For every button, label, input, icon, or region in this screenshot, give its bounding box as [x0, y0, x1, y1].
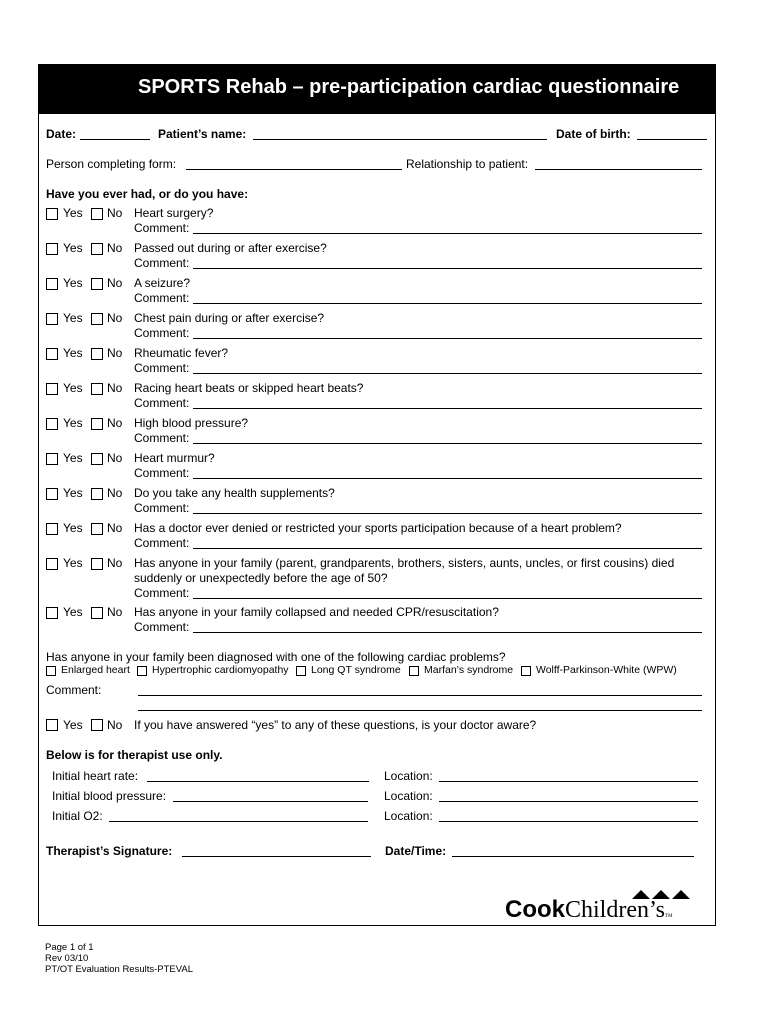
q12-no-checkbox[interactable]: [91, 607, 103, 619]
signature-field[interactable]: [182, 856, 371, 857]
patient-name-field[interactable]: [253, 139, 547, 140]
q7-yes-checkbox[interactable]: [46, 418, 58, 430]
footer-rev: Rev 03/10: [45, 953, 89, 964]
q3-comment-field[interactable]: [193, 303, 702, 304]
q9-yes-checkbox[interactable]: [46, 488, 58, 500]
datetime-field[interactable]: [452, 856, 694, 857]
blood-pressure-location-label: Location:: [384, 789, 433, 803]
q2-comment-label: Comment:: [134, 256, 190, 270]
q12-yes-checkbox[interactable]: [46, 607, 58, 619]
o2-label: Initial O2:: [52, 809, 103, 823]
q12-comment-label: Comment:: [134, 620, 190, 634]
family-option-2-checkbox[interactable]: [137, 666, 147, 676]
family-option-2-label: Hypertrophic cardiomyopathy: [152, 664, 289, 676]
blood-pressure-label: Initial blood pressure:: [52, 789, 167, 803]
q10-no-label: No: [107, 521, 123, 535]
q12-question-text: Has anyone in your family collapsed and needed CPR/resuscitation?: [134, 605, 499, 619]
heart-rate-field[interactable]: [147, 781, 369, 782]
family-comment-label: Comment:: [46, 683, 102, 697]
q11-question-text: Has anyone in your family (parent, grandparents, brothers, sisters, aunts, uncles, or first cousins) died: [134, 556, 675, 570]
q6-no-label: No: [107, 381, 123, 395]
q4-no-label: No: [107, 311, 123, 325]
q10-comment-field[interactable]: [193, 548, 702, 549]
q1-yes-checkbox[interactable]: [46, 208, 58, 220]
family-option-5-label: Wolff-Parkinson-White (WPW): [536, 664, 677, 676]
q5-question-text: Rheumatic fever?: [134, 346, 229, 360]
q4-comment-label: Comment:: [134, 326, 190, 340]
relationship-label: Relationship to patient:: [406, 157, 529, 171]
q7-no-checkbox[interactable]: [91, 418, 103, 430]
q1-question-text: Heart surgery?: [134, 206, 214, 220]
q12-comment-field[interactable]: [193, 632, 702, 633]
q6-comment-label: Comment:: [134, 396, 190, 410]
logo-part-childrens: Children’s: [565, 897, 665, 923]
datetime-label: Date/Time:: [385, 844, 447, 858]
q6-yes-checkbox[interactable]: [46, 383, 58, 395]
section-heading: Have you ever had, or do you have:: [46, 187, 249, 201]
q9-no-checkbox[interactable]: [91, 488, 103, 500]
q3-yes-checkbox[interactable]: [46, 278, 58, 290]
q1-comment-field[interactable]: [193, 233, 702, 234]
doctor-aware-no-label: No: [107, 718, 123, 732]
q9-comment-field[interactable]: [193, 513, 702, 514]
q7-comment-field[interactable]: [193, 443, 702, 444]
footer-code: PT/OT Evaluation Results-PTEVAL: [45, 964, 194, 975]
blood-pressure-location-field[interactable]: [439, 801, 698, 802]
q1-no-checkbox[interactable]: [91, 208, 103, 220]
patient-name-label: Patient’s name:: [158, 127, 247, 141]
q3-no-checkbox[interactable]: [91, 278, 103, 290]
q11-comment-label: Comment:: [134, 586, 190, 600]
o2-location-label: Location:: [384, 809, 433, 823]
family-option-4-checkbox[interactable]: [409, 666, 419, 676]
q4-no-checkbox[interactable]: [91, 313, 103, 325]
q4-yes-label: Yes: [63, 311, 83, 325]
q2-no-label: No: [107, 241, 123, 255]
q10-comment-label: Comment:: [134, 536, 190, 550]
title-bar: [38, 64, 716, 114]
q6-question-text: Racing heart beats or skipped heart beats?: [134, 381, 364, 395]
q2-question-text: Passed out during or after exercise?: [134, 241, 327, 255]
relationship-field[interactable]: [535, 169, 702, 170]
q3-question-text: A seizure?: [134, 276, 191, 290]
person-completing-label: Person completing form:: [46, 157, 177, 171]
q10-yes-label: Yes: [63, 521, 83, 535]
doctor-aware-yes-label: Yes: [63, 718, 83, 732]
family-comment-field-1[interactable]: [138, 695, 702, 696]
q5-comment-label: Comment:: [134, 361, 190, 375]
q6-comment-field[interactable]: [193, 408, 702, 409]
q8-comment-field[interactable]: [193, 478, 702, 479]
q8-yes-checkbox[interactable]: [46, 453, 58, 465]
q5-yes-checkbox[interactable]: [46, 348, 58, 360]
therapist-heading: Below is for therapist use only.: [46, 748, 223, 762]
family-option-1-label: Enlarged heart: [61, 664, 130, 676]
q5-comment-field[interactable]: [193, 373, 702, 374]
dob-label: Date of birth:: [556, 127, 631, 141]
q5-no-label: No: [107, 346, 123, 360]
heart-rate-location-label: Location:: [384, 769, 433, 783]
dob-field[interactable]: [637, 139, 707, 140]
q6-yes-label: Yes: [63, 381, 83, 395]
person-completing-field[interactable]: [186, 169, 402, 170]
q10-no-checkbox[interactable]: [91, 523, 103, 535]
q10-question-text: Has a doctor ever denied or restricted your sports participation because of a heart problem?: [134, 521, 622, 535]
signature-label: Therapist’s Signature:: [46, 844, 173, 858]
q4-yes-checkbox[interactable]: [46, 313, 58, 325]
footer-page: Page 1 of 1: [45, 942, 94, 953]
q5-no-checkbox[interactable]: [91, 348, 103, 360]
heart-rate-label: Initial heart rate:: [52, 769, 139, 783]
blood-pressure-field[interactable]: [173, 801, 368, 802]
q3-yes-label: Yes: [63, 276, 83, 290]
family-option-1-checkbox[interactable]: [46, 666, 56, 676]
q9-comment-label: Comment:: [134, 501, 190, 515]
q7-yes-label: Yes: [63, 416, 83, 430]
doctor-aware-yes-checkbox[interactable]: [46, 719, 58, 731]
q10-yes-checkbox[interactable]: [46, 523, 58, 535]
q11-yes-checkbox[interactable]: [46, 558, 58, 570]
q2-comment-field[interactable]: [193, 268, 702, 269]
o2-field[interactable]: [109, 821, 368, 822]
family-option-5-checkbox[interactable]: [521, 666, 531, 676]
q9-question-text: Do you take any health supplements?: [134, 486, 335, 500]
q7-comment-label: Comment:: [134, 431, 190, 445]
q11-no-label: No: [107, 556, 123, 570]
logo-part-cook: Cook: [505, 896, 565, 923]
doctor-aware-no-checkbox[interactable]: [91, 719, 103, 731]
q3-comment-label: Comment:: [134, 291, 190, 305]
family-comment-field-2[interactable]: [138, 710, 702, 711]
logo-tm: TM: [665, 914, 673, 919]
q1-comment-label: Comment:: [134, 221, 190, 235]
date-label: Date:: [46, 127, 77, 141]
q5-yes-label: Yes: [63, 346, 83, 360]
q11-yes-label: Yes: [63, 556, 83, 570]
q7-question-text: High blood pressure?: [134, 416, 249, 430]
q3-no-label: No: [107, 276, 123, 290]
q9-no-label: No: [107, 486, 123, 500]
q8-no-checkbox[interactable]: [91, 453, 103, 465]
q12-no-label: No: [107, 605, 123, 619]
family-question: Has anyone in your family been diagnosed with one of the following cardiac problems?: [46, 650, 506, 664]
family-option-3-label: Long QT syndrome: [311, 664, 401, 676]
q8-question-text: Heart murmur?: [134, 451, 215, 465]
doctor-aware-question: If you have answered “yes” to any of these questions, is your doctor aware?: [134, 718, 537, 732]
page-title: SPORTS Rehab – pre-participation cardiac questionnaire: [138, 76, 680, 98]
q2-no-checkbox[interactable]: [91, 243, 103, 255]
family-option-3-checkbox[interactable]: [296, 666, 306, 676]
o2-location-field[interactable]: [439, 821, 698, 822]
q4-comment-field[interactable]: [193, 338, 702, 339]
q7-no-label: No: [107, 416, 123, 430]
q9-yes-label: Yes: [63, 486, 83, 500]
q1-yes-label: Yes: [63, 206, 83, 220]
q12-yes-label: Yes: [63, 605, 83, 619]
q11-question-text-line2: suddenly or unexpectedly before the age of 50?: [134, 571, 388, 585]
heart-rate-location-field[interactable]: [439, 781, 698, 782]
q2-yes-label: Yes: [63, 241, 83, 255]
q1-no-label: No: [107, 206, 123, 220]
q6-no-checkbox[interactable]: [91, 383, 103, 395]
q11-no-checkbox[interactable]: [91, 558, 103, 570]
q11-comment-field[interactable]: [193, 598, 702, 599]
q4-question-text: Chest pain during or after exercise?: [134, 311, 325, 325]
q8-yes-label: Yes: [63, 451, 83, 465]
date-field[interactable]: [80, 139, 150, 140]
family-option-4-label: Marfan’s syndrome: [424, 664, 514, 676]
q2-yes-checkbox[interactable]: [46, 243, 58, 255]
cook-childrens-logo: [505, 898, 673, 922]
q8-no-label: No: [107, 451, 123, 465]
q8-comment-label: Comment:: [134, 466, 190, 480]
